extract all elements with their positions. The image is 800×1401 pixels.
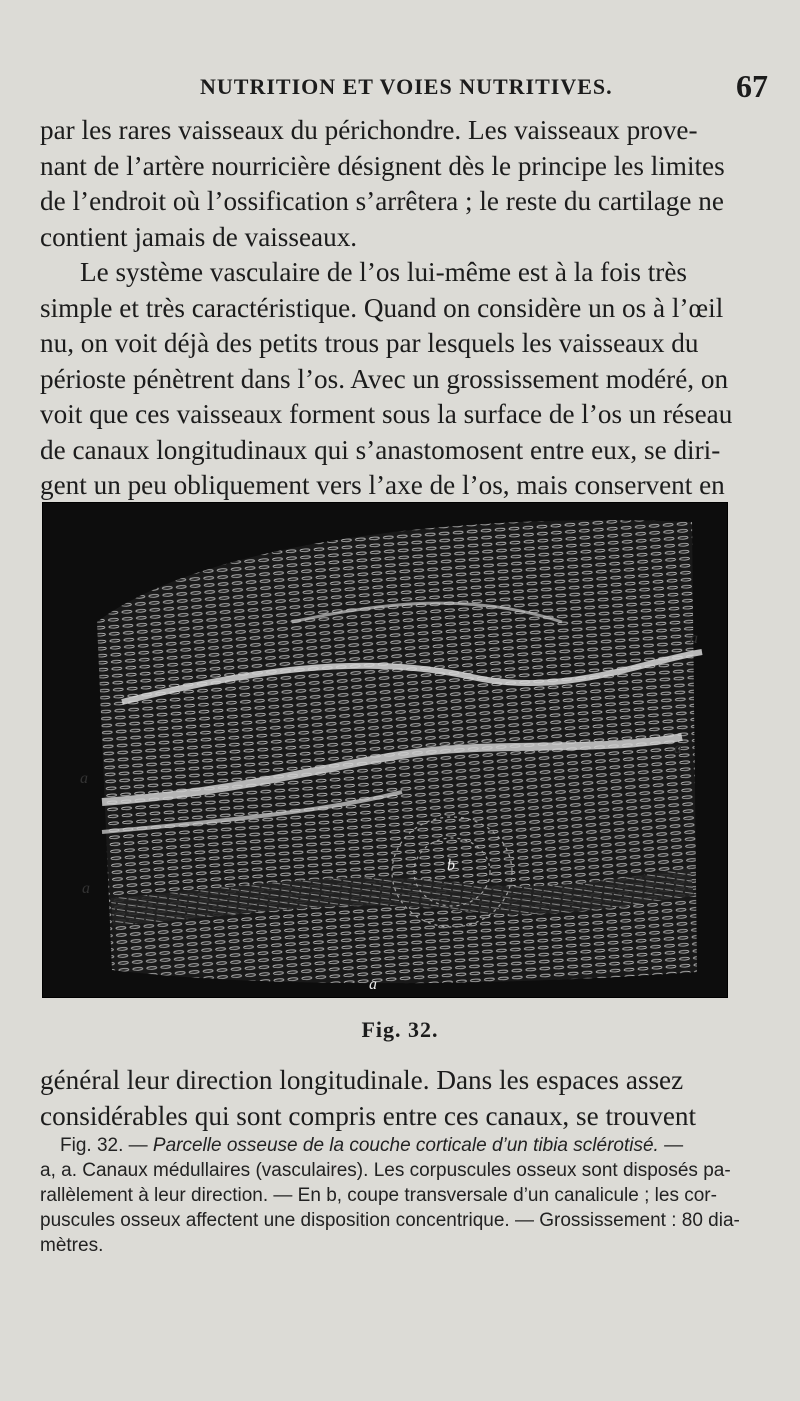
figure-letter-b: b (447, 857, 455, 874)
figure-caption (40, 1133, 755, 1258)
text-line: périoste pénètrent dans l’os. Avec un grossissement modéré, on (40, 363, 729, 394)
text-line: de l’endroit où l’ossification s’arrêtera ; le reste du cartilage ne (40, 186, 724, 216)
paragraph-1 (40, 113, 733, 504)
text-line: de canaux longitudinaux qui s’anastomosent entre eux, se diri- (40, 434, 721, 465)
text-line: par les rares vaisseaux du périchondre. Les vaisseaux prove- (40, 115, 698, 145)
figure-letter-a: a (80, 770, 88, 787)
text-line: voit que ces vaisseaux forment sous la surface de l’os un réseau (40, 399, 733, 429)
caption-line: puscules osseux affectent une disposition concentrique. — Grossissement : 80 dia- (40, 1210, 740, 1231)
figure-letter-a: a (369, 976, 377, 993)
figure-letter-a: a (690, 630, 698, 647)
caption-title: Parcelle osseuse de la couche corticale d’un tibia sclérotisé. (152, 1135, 659, 1156)
caption-line: a, a. Canaux médullaires (vasculaires). Les corpuscules osseux sont disposés pa- (40, 1160, 731, 1181)
text-line: contient jamais de vaisseaux. (40, 221, 358, 252)
text-line: gent un peu obliquement vers l’axe de l’os, mais conservent en (40, 470, 725, 500)
caption-line (40, 1133, 755, 1158)
figure-bone-engraving (42, 502, 728, 998)
text-line: nu, on voit déjà des petits trous par lesquels les vaisseaux du (40, 328, 699, 358)
running-title: NUTRITION ET VOIES NUTRITIVES. (200, 74, 613, 99)
text-line: nant de l’artère nourricière désignent dès le principe les limites (40, 150, 725, 181)
bone-section-illustration (42, 502, 728, 998)
text-line: général leur direction longitudinale. Dans les espaces assez (40, 1065, 684, 1095)
caption-line: rallèlement à leur direction. — En b, coupe transversale d’un canalicule ; les cor- (40, 1185, 717, 1206)
caption-prefix: Fig. 32. — (60, 1135, 153, 1156)
figure-letter-a: a (82, 880, 90, 897)
running-head (40, 70, 780, 110)
page-number: 67 (736, 68, 768, 104)
figure-label: Fig. 32. (361, 1017, 439, 1042)
caption-line: mètres. (40, 1235, 104, 1256)
text-line: Le système vasculaire de l’os lui-même est à la fois très (80, 257, 687, 287)
paragraph-2 (40, 1063, 725, 1134)
text-line: simple et très caractéristique. Quand on considère un os à l’œil (40, 292, 724, 323)
figure-letter-a: a (674, 740, 682, 757)
text-line: considérables qui sont compris entre ces canaux, se trouvent (40, 1100, 697, 1131)
caption-dash: — (658, 1135, 684, 1156)
